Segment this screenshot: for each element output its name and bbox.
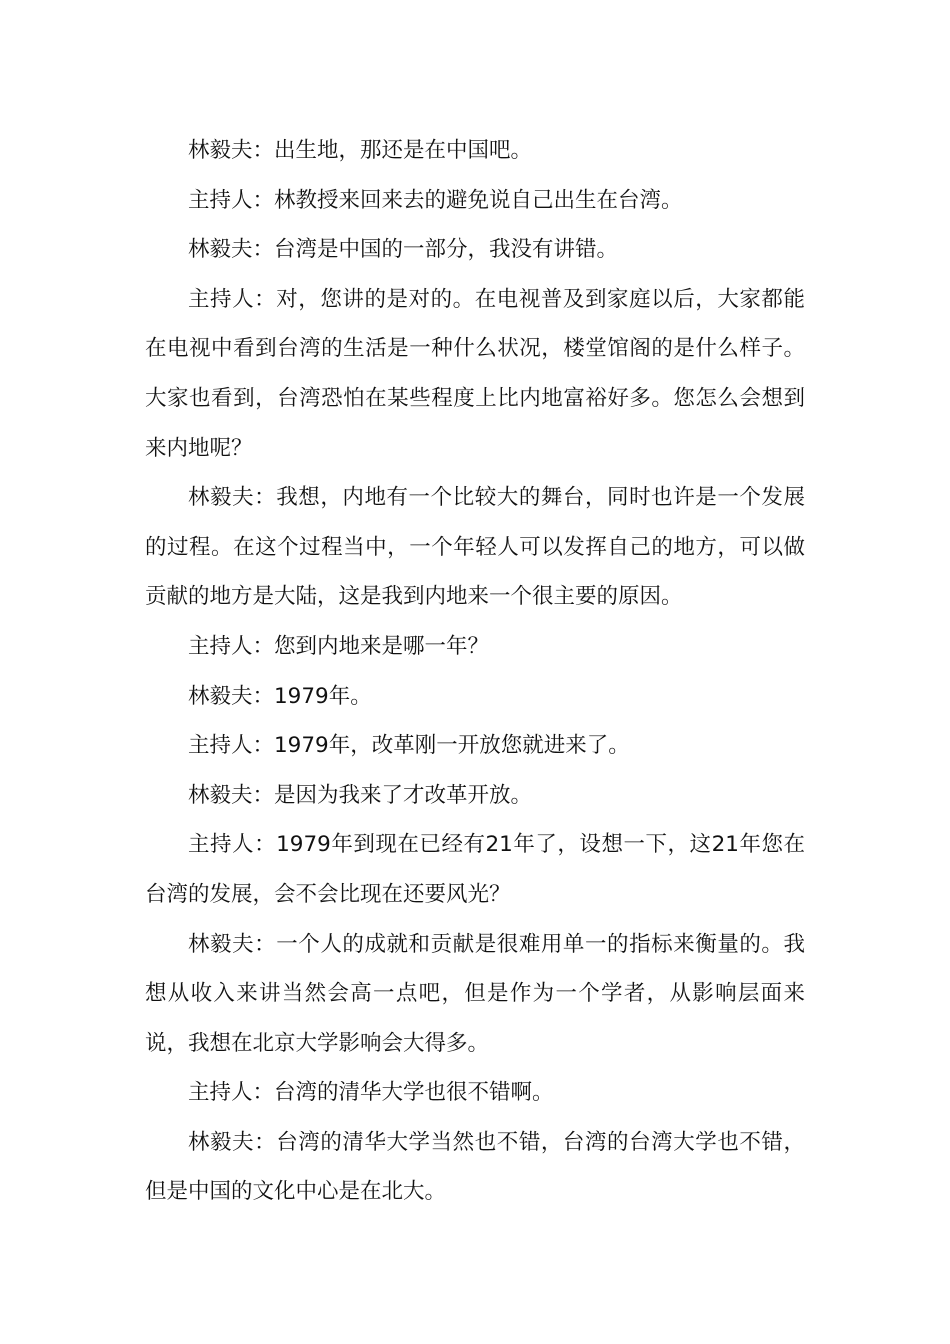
paragraph: 林毅夫：我想，内地有一个比较大的舞台，同时也许是一个发展的过程。在这个过程当中，一个年轻人可以发挥自己的地方，可以做贡献的地方是大陆，这是我到内地来一个很主要的原因。 [145,485,805,610]
document-page [145,126,805,1217]
paragraph: 主持人：台湾的清华大学也很不错啊。 [188,1080,554,1106]
paragraph: 林毅夫：台湾是中国的一部分，我没有讲错。 [188,237,619,263]
paragraph: 林毅夫：一个人的成就和贡献是很难用单一的指标来衡量的。我想从收入来讲当然会高一点吧，但是作为一个学者，从影响层面来说，我想在北京大学影响会大得多。 [145,931,805,1056]
paragraph: 主持人：1979年，改革刚一开放您就进来了。 [188,733,630,759]
paragraph: 主持人：您到内地来是哪一年？ [188,633,490,659]
paragraph: 林毅夫：1979年。 [188,683,372,709]
paragraph: 主持人：1979年到现在已经有21年了，设想一下，这21年您在台湾的发展，会不会比现在还要风光？ [145,832,805,907]
paragraph: 主持人：对，您讲的是对的。在电视普及到家庭以后，大家都能在电视中看到台湾的生活是一种什么状况，楼堂馆阁的是什么样子。大家也看到，台湾恐怕在某些程度上比内地富裕好多。您怎么会想到来内地呢？ [145,286,805,461]
paragraph: 林毅夫：出生地，那还是在中国吧。 [188,138,533,163]
paragraph: 主持人：林教授来回来去的避免说自己出生在台湾。 [188,187,683,213]
paragraph: 林毅夫：是因为我来了才改革开放。 [188,782,533,808]
paragraph: 林毅夫：台湾的清华大学当然也不错，台湾的台湾大学也不错，但是中国的文化中心是在北大。 [145,1129,805,1205]
